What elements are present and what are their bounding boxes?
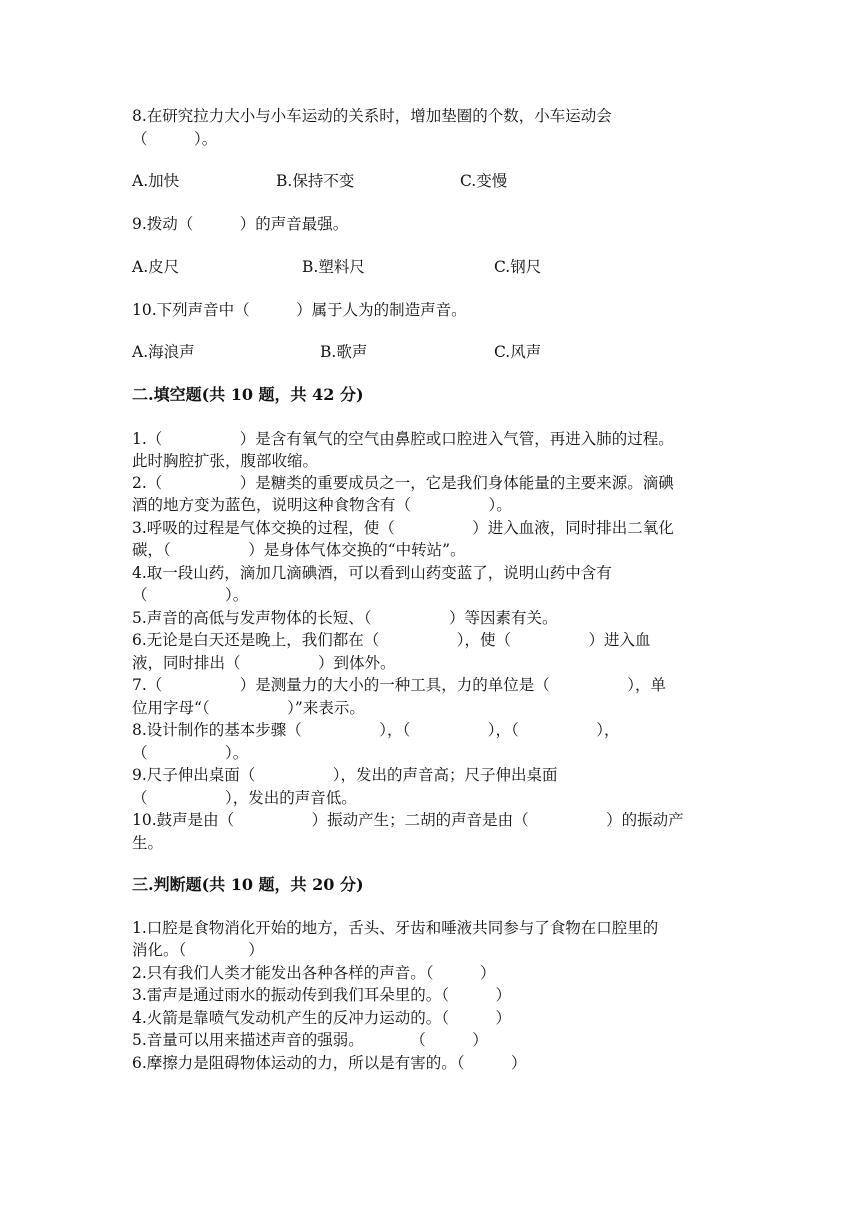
fill-line: 此时胸腔扩张，腹部收缩。: [132, 452, 319, 470]
fill-line: 生。: [132, 834, 164, 852]
fill-line: 4.取一段山药，滴加几滴碘酒，可以看到山药变蓝了，说明山药中含有: [132, 564, 612, 582]
judge-line: 4.火箭是靠喷气发动机产生的反冲力运动的。（ ）: [132, 1009, 512, 1027]
judge-line: 1.口腔是食物消化开始的地方，舌头、牙齿和唾液共同参与了食物在口腔里的: [132, 919, 659, 937]
question-10-option-b: B.歌声: [320, 343, 368, 361]
question-9-option-a: A.皮尺: [132, 258, 180, 276]
question-10-option-a: A.海浪声: [132, 343, 195, 361]
fill-line: 3.呼吸的过程是气体交换的过程，使（ ）进入血液，同时排出二氧化: [132, 519, 674, 537]
question-9-text: 9.拨动（ ）的声音最强。: [132, 215, 349, 233]
fill-line: 碳，（ ）是身体气体交换的“中转站”。: [132, 541, 466, 559]
fill-line: 5.声音的高低与发声物体的长短、（ ）等因素有关。: [132, 609, 558, 627]
judge-line: 消化。（ ）: [132, 941, 264, 959]
question-9-option-c: C.钢尺: [494, 258, 542, 276]
fill-line: 液，同时排出（ ）到体外。: [132, 654, 396, 672]
fill-line: 9.尺子伸出桌面（ ），发出的声音高；尺子伸出桌面: [132, 766, 558, 784]
fill-line: 酒的地方变为蓝色，说明这种食物含有（ ）。: [132, 496, 512, 514]
question-9-option-b: B.塑料尺: [302, 258, 365, 276]
judge-section-heading: 三.判断题(共 10 题，共 20 分): [132, 875, 364, 894]
judge-line: 2.只有我们人类才能发出各种各样的声音。（ ）: [132, 964, 496, 982]
question-8-option-c: C.变慢: [460, 172, 508, 190]
fill-line: 6.无论是白天还是晚上，我们都在（ ），使（ ）进入血: [132, 631, 651, 649]
fill-line: 7.（ ）是测量力的大小的一种工具，力的单位是（ ），单: [132, 676, 667, 694]
question-8-option-b: B.保持不变: [276, 172, 355, 190]
question-8-option-a: A.加快: [132, 172, 180, 190]
fill-line: 1.（ ）是含有氧气的空气由鼻腔或口腔进入气管，再进入肺的过程。: [132, 430, 674, 448]
fill-section-heading: 二.填空题(共 10 题，共 42 分): [132, 385, 364, 404]
judge-line: 3.雷声是通过雨水的振动传到我们耳朵里的。（ ）: [132, 986, 512, 1004]
judge-line: 5.音量可以用来描述声音的强弱。 （ ）: [132, 1031, 488, 1049]
judge-line: 6.摩擦力是阻碍物体运动的力，所以是有害的。（ ）: [132, 1054, 527, 1072]
fill-line: （ ）。: [132, 586, 249, 604]
question-8-text: 8.在研究拉力大小与小车运动的关系时，增加垫圈的个数，小车运动会: [132, 107, 612, 125]
fill-line: 10.鼓声是由（ ）振动产生；二胡的声音是由（ ）的振动产: [132, 811, 684, 829]
question-10-text: 10.下列声音中（ ）属于人为的制造声音。: [132, 301, 467, 319]
fill-line: 2.（ ）是糖类的重要成员之一，它是我们身体能量的主要来源。滴碘: [132, 474, 674, 492]
question-8-blank: （ ）。: [132, 130, 218, 148]
fill-line: 位用字母“（ ）”来表示。: [132, 699, 365, 717]
fill-line: （ ），发出的声音低。: [132, 789, 357, 807]
question-10-option-c: C.风声: [494, 343, 542, 361]
fill-line: （ ）。: [132, 744, 249, 762]
fill-line: 8.设计制作的基本步骤（ ），（ ），（ ），: [132, 721, 620, 739]
